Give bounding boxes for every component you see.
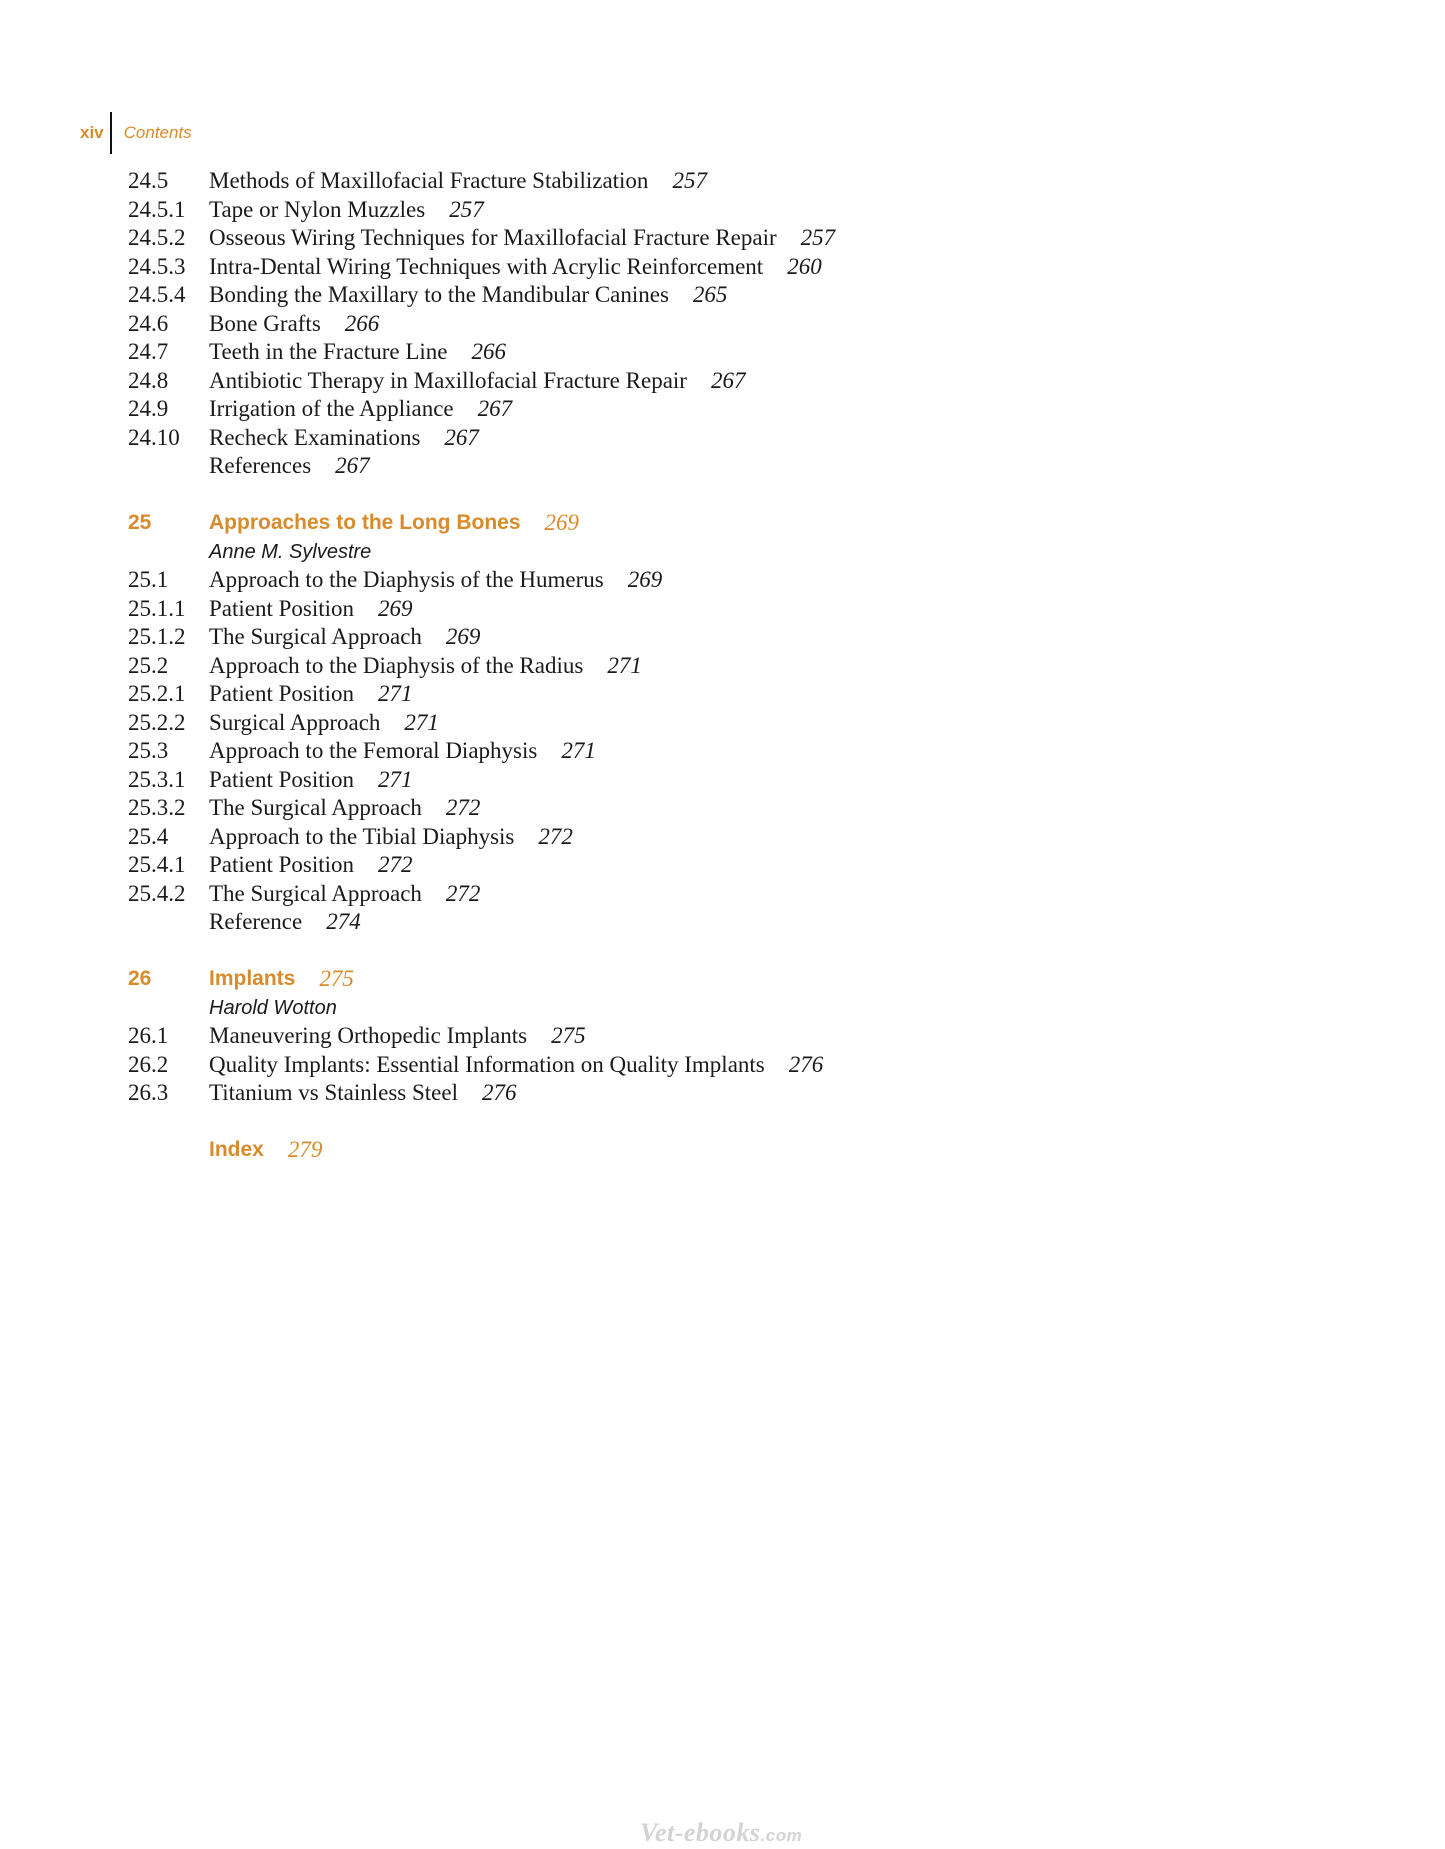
entry-title: Recheck Examinations — [209, 424, 421, 450]
toc-entry[interactable] — [128, 566, 1328, 595]
entry-number: 24.8 — [128, 367, 169, 393]
chapter-25-entries — [128, 566, 1328, 937]
chapter-title: Approaches to the Long Bones — [209, 511, 521, 534]
toc-entry[interactable] — [128, 880, 1328, 909]
section-24-entries — [128, 167, 1328, 481]
entry-title: Surgical Approach — [209, 709, 381, 735]
entry-title: Patient Position — [209, 595, 355, 621]
toc-entry[interactable] — [128, 595, 1328, 624]
table-of-contents — [128, 167, 1328, 1165]
entry-title: The Surgical Approach — [209, 624, 422, 649]
entry-page: 257 — [449, 196, 484, 222]
toc-entry[interactable] — [128, 623, 1328, 652]
entry-number: 25.2.2 — [128, 709, 186, 735]
toc-entry[interactable] — [128, 281, 1328, 310]
entry-title: Antibiotic Therapy in Maxillofacial Fracture Repair — [209, 367, 687, 393]
entry-title: Irrigation of the Appliance — [209, 396, 454, 421]
header-rule — [110, 112, 112, 154]
toc-entry[interactable] — [128, 310, 1328, 339]
entry-title: Patient Position — [209, 766, 355, 792]
entry-title: Maneuvering Orthopedic Implants — [209, 1023, 528, 1048]
entry-page: 269 — [445, 624, 481, 649]
entry-title: Intra-Dental Wiring Techniques with Acrylic Reinforcement — [209, 253, 764, 279]
entry-page: 265 — [692, 282, 728, 307]
chapter-title: Implants — [209, 967, 296, 990]
entry-number: 26.1 — [128, 1023, 169, 1048]
entry-page: 271 — [378, 766, 413, 792]
entry-page: 275 — [551, 1023, 586, 1048]
toc-entry[interactable] — [128, 652, 1328, 681]
entry-number: 26.2 — [128, 1051, 169, 1077]
toc-entry[interactable] — [128, 794, 1328, 823]
entry-number: 25.4.2 — [128, 880, 186, 906]
watermark-name: Vet-ebooks — [640, 1818, 761, 1847]
entry-number: 25.2.1 — [128, 681, 186, 706]
author-name: Anne M. Sylvestre — [209, 540, 372, 563]
spacer — [128, 481, 1328, 510]
toc-entry[interactable] — [128, 680, 1328, 709]
entry-number: 24.7 — [128, 339, 169, 364]
entry-number: 24.5.2 — [128, 225, 186, 250]
toc-entry[interactable] — [128, 1051, 1328, 1080]
chapter-number: 26 — [128, 967, 152, 990]
entry-page: 266 — [471, 339, 507, 364]
toc-entry[interactable] — [128, 1022, 1328, 1051]
entry-page: 271 — [561, 738, 596, 763]
entry-page: 272 — [378, 852, 413, 877]
toc-entry[interactable] — [128, 167, 1328, 196]
chapter-page: 269 — [544, 510, 580, 535]
entry-title: Approach to the Diaphysis of the Humerus — [209, 567, 604, 592]
toc-entry[interactable] — [128, 737, 1328, 766]
entry-number: 26.3 — [128, 1080, 169, 1105]
entry-title: Tape or Nylon Muzzles — [209, 196, 426, 222]
toc-entry[interactable] — [128, 424, 1328, 453]
entry-number: 24.5.1 — [128, 196, 186, 222]
running-head — [80, 112, 192, 154]
running-title: Contents — [123, 123, 192, 142]
entry-title: Bone Grafts — [209, 310, 321, 336]
chapter-author-26 — [128, 994, 1328, 1023]
chapter-author-25 — [128, 538, 1328, 567]
chapter-number: 25 — [128, 511, 152, 534]
entry-page: 271 — [378, 681, 413, 706]
entry-title: References — [209, 453, 312, 478]
entry-page: 272 — [445, 795, 481, 820]
entry-title: Patient Position — [209, 852, 355, 877]
entry-title: Approach to the Diaphysis of the Radius — [209, 652, 584, 678]
entry-number: 24.5 — [128, 168, 169, 193]
entry-page: 267 — [444, 424, 479, 450]
entry-page: 271 — [607, 652, 642, 678]
entry-page: 257 — [800, 225, 836, 250]
entry-number: 25.1.1 — [128, 595, 186, 621]
chapter-heading-26[interactable] — [128, 965, 1328, 994]
entry-page: 267 — [710, 367, 746, 393]
watermark-logo — [640, 1818, 802, 1848]
entry-title: Approach to the Tibial Diaphysis — [209, 823, 515, 849]
entry-title: The Surgical Approach — [209, 795, 422, 820]
entry-number: 25.4 — [128, 823, 169, 849]
entry-page: 260 — [787, 253, 822, 279]
entry-page: 276 — [481, 1080, 517, 1105]
toc-entry[interactable] — [128, 709, 1328, 738]
entry-number: 24.5.4 — [128, 282, 186, 307]
entry-page: 267 — [477, 396, 513, 421]
entry-page: 276 — [788, 1051, 824, 1077]
entry-page: 257 — [672, 168, 707, 193]
entry-number: 25.1 — [128, 567, 169, 592]
chapter-page: 275 — [319, 966, 354, 991]
entry-number — [128, 452, 209, 481]
toc-entry[interactable] — [128, 338, 1328, 367]
entry-page: 272 — [538, 823, 573, 849]
entry-title: Bonding the Maxillary to the Mandibular Canines — [209, 282, 669, 307]
entry-page: 274 — [326, 909, 361, 934]
entry-title: Teeth in the Fracture Line — [209, 339, 448, 364]
entry-number: 25.3.2 — [128, 795, 186, 820]
toc-entry[interactable] — [128, 395, 1328, 424]
watermark-suffix: .com — [760, 1826, 803, 1845]
toc-entry[interactable] — [128, 367, 1328, 396]
entry-page: 269 — [378, 595, 413, 621]
index-title: Index — [209, 1138, 264, 1161]
entry-number: 25.3.1 — [128, 766, 186, 792]
index-entry[interactable] — [128, 1136, 1328, 1165]
toc-entry[interactable] — [128, 851, 1328, 880]
entry-title: Osseous Wiring Techniques for Maxillofacial Fracture Repair — [209, 225, 777, 250]
toc-entry[interactable] — [128, 196, 1328, 225]
entry-page: 269 — [627, 567, 663, 592]
entry-page: 272 — [445, 880, 481, 906]
toc-entry[interactable] — [128, 766, 1328, 795]
entry-title: Quality Implants: Essential Information on Quality Implants — [209, 1051, 765, 1077]
entry-number: 24.9 — [128, 396, 169, 421]
entry-title: Titanium vs Stainless Steel — [209, 1080, 458, 1105]
toc-entry[interactable] — [128, 823, 1328, 852]
entry-page: 267 — [335, 453, 370, 478]
entry-title: Reference — [209, 909, 303, 934]
toc-entry[interactable] — [128, 253, 1328, 282]
entry-number — [128, 908, 209, 937]
spacer — [128, 1108, 1328, 1137]
entry-number: 25.4.1 — [128, 852, 186, 877]
page-number: xiv — [80, 123, 104, 142]
toc-entry[interactable] — [128, 452, 1328, 481]
spacer — [128, 937, 1328, 966]
entry-title: Approach to the Femoral Diaphysis — [209, 738, 538, 763]
entry-page: 271 — [404, 709, 439, 735]
entry-title: Patient Position — [209, 681, 355, 706]
entry-number: 25.1.2 — [128, 624, 186, 649]
entry-number: 24.6 — [128, 310, 169, 336]
entry-title: Methods of Maxillofacial Fracture Stabilization — [209, 168, 649, 193]
author-name: Harold Wotton — [209, 996, 337, 1019]
entry-number: 25.3 — [128, 738, 169, 763]
chapter-heading-25[interactable] — [128, 509, 1328, 538]
toc-entry[interactable] — [128, 1079, 1328, 1108]
entry-number: 24.5.3 — [128, 253, 186, 279]
entry-number: 24.10 — [128, 424, 180, 450]
toc-entry[interactable] — [128, 224, 1328, 253]
entry-title: The Surgical Approach — [209, 880, 422, 906]
chapter-26-entries — [128, 1022, 1328, 1108]
entry-page: 266 — [344, 310, 380, 336]
entry-number: 25.2 — [128, 652, 169, 678]
index-page: 279 — [287, 1137, 323, 1162]
toc-entry[interactable] — [128, 908, 1328, 937]
